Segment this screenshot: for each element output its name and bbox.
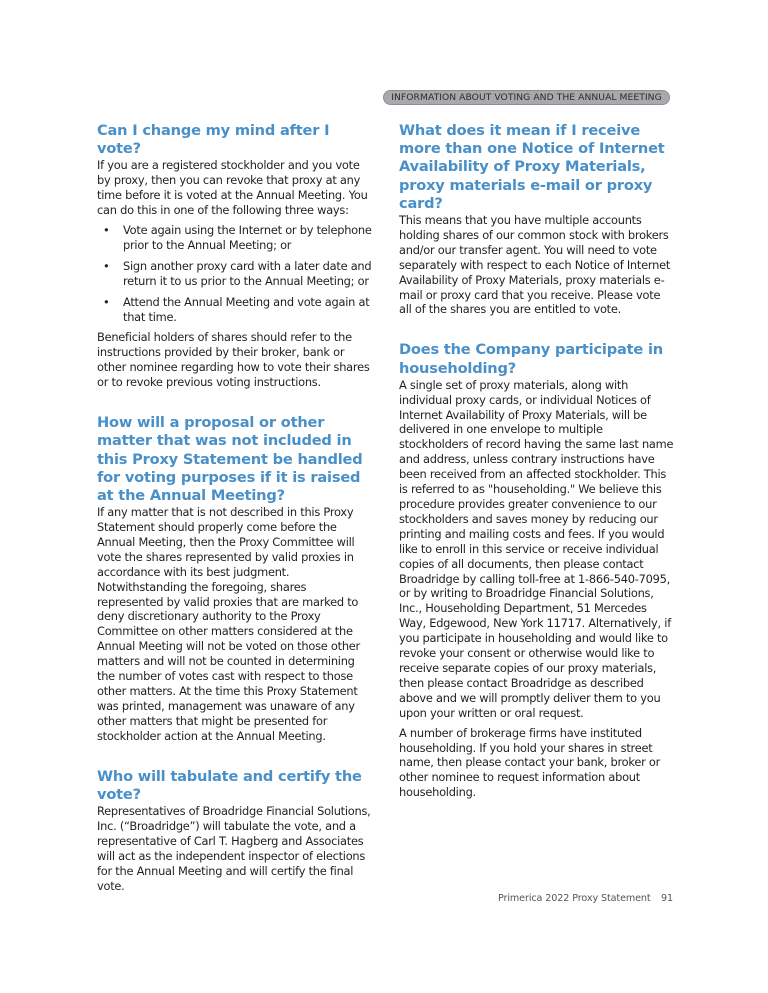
change-vote-intro: If you are a registered stockholder and you vote by proxy, then you can revoke that proxy at any time before it is voted at the Annual Meeting. You can do this in one of the following three ways: [97, 158, 368, 218]
right-column [399, 122, 675, 800]
section-heading-change-vote: Can I change my mind after I vote? [97, 122, 330, 158]
bullet-icon: • [103, 258, 110, 273]
page-footer [498, 893, 674, 904]
householding-body-2: A number of brokerage firms have instituted householding. If you hold your shares in street name, then please contact your bank, broker or other nominee to request information about householding. [399, 725, 661, 800]
bullet-icon: • [103, 223, 110, 238]
revoke-options-list [97, 223, 373, 324]
section-heading-other-matters: How will a proposal or other matter that was not included in this Proxy Statement be handled for voting purposes if it is raised at the Annual Meeting? [97, 414, 363, 504]
list-item: • Sign another proxy card with a later date and return it to us prior to the Annual Meeting; or [103, 258, 372, 288]
page-number: 91 [661, 893, 674, 904]
multiple-notices-body: This means that you have multiple accounts holding shares of our common stock with brokers and/or our transfer agent. You will need to vote separately with respect to each Notice of Internet Availability of Proxy Materials, proxy materials e-mail or proxy card that you receive. Please vote all of the shares you are entitled to vote. [399, 213, 671, 317]
section-heading-multiple-notices: What does it mean if I receive more than one Notice of Internet Availability of Proxy Materials, proxy materials e-mail or proxy card? [399, 122, 665, 212]
other-matters-body: If any matter that is not described in this Proxy Statement should properly come before the Annual Meeting, then the Proxy Committee will vote the shares represented by valid proxies in accordance with its best judgment. Notwithstanding the foregoing, shares represented by valid proxies that are marked to deny discretionary authority to the Proxy Committee on other matters considered at the Annual Meeting will not be voted on those other matters and will not be counted in determining the number of votes cast with respect to those other matters. At the time this Proxy Statement was printed, management was unaware of any other matters that might be presented for stockholder action at the Annual Meeting. [97, 505, 360, 743]
left-column [97, 122, 373, 893]
bullet-icon: • [103, 294, 110, 309]
publication-title: Primerica 2022 Proxy Statement [498, 893, 651, 904]
section-heading-householding: Does the Company participate in householding? [399, 341, 663, 377]
householding-body-1: A single set of proxy materials, along with individual proxy cards, or individual Notices of Internet Availability of Proxy Materials, will be delivered in one envelope to multiple stockholders of record having the same last name and address, unless contrary instructions have been received from an affected stockholder. This is referred to as "householding." We believe this procedure provides greater convenience to our stockholders and saves money by reducing our printing and mailing costs and fees. If you would like to enroll in this service or receive individual copies of all documents, then please contact Broadridge by calling toll-free at 1-866-540-7095, or by writing to Broadridge Financial Solutions, Inc., Householding Department, 51 Mercedes Way, Edgewood, New York 11717. Alternatively, if you participate in householding and would like to revoke your consent or otherwise would like to receive separate copies of our proxy materials, then please contact Broadridge as described above and we will promptly deliver them to you upon your written or oral request. [399, 377, 674, 720]
section-heading-tabulate: Who will tabulate and certify the vote? [97, 767, 362, 803]
section-header-pill: INFORMATION ABOUT VOTING AND THE ANNUAL MEETING [383, 90, 670, 105]
list-item: • Attend the Annual Meeting and vote again at that time. [103, 294, 370, 324]
beneficial-holders-paragraph: Beneficial holders of shares should refer to the instructions provided by their broker, bank or other nominee regarding how to vote their shares or to revoke previous voting instructions. [97, 330, 370, 390]
tabulate-body: Representatives of Broadridge Financial Solutions, Inc. (“Broadridge”) will tabulate the vote, and a representative of Carl T. Hagberg and Associates will act as the independent inspector of elections for the Annual Meeting and will certify the final vote. [97, 804, 371, 893]
list-item: • Vote again using the Internet or by telephone prior to the Annual Meeting; or [103, 223, 372, 252]
